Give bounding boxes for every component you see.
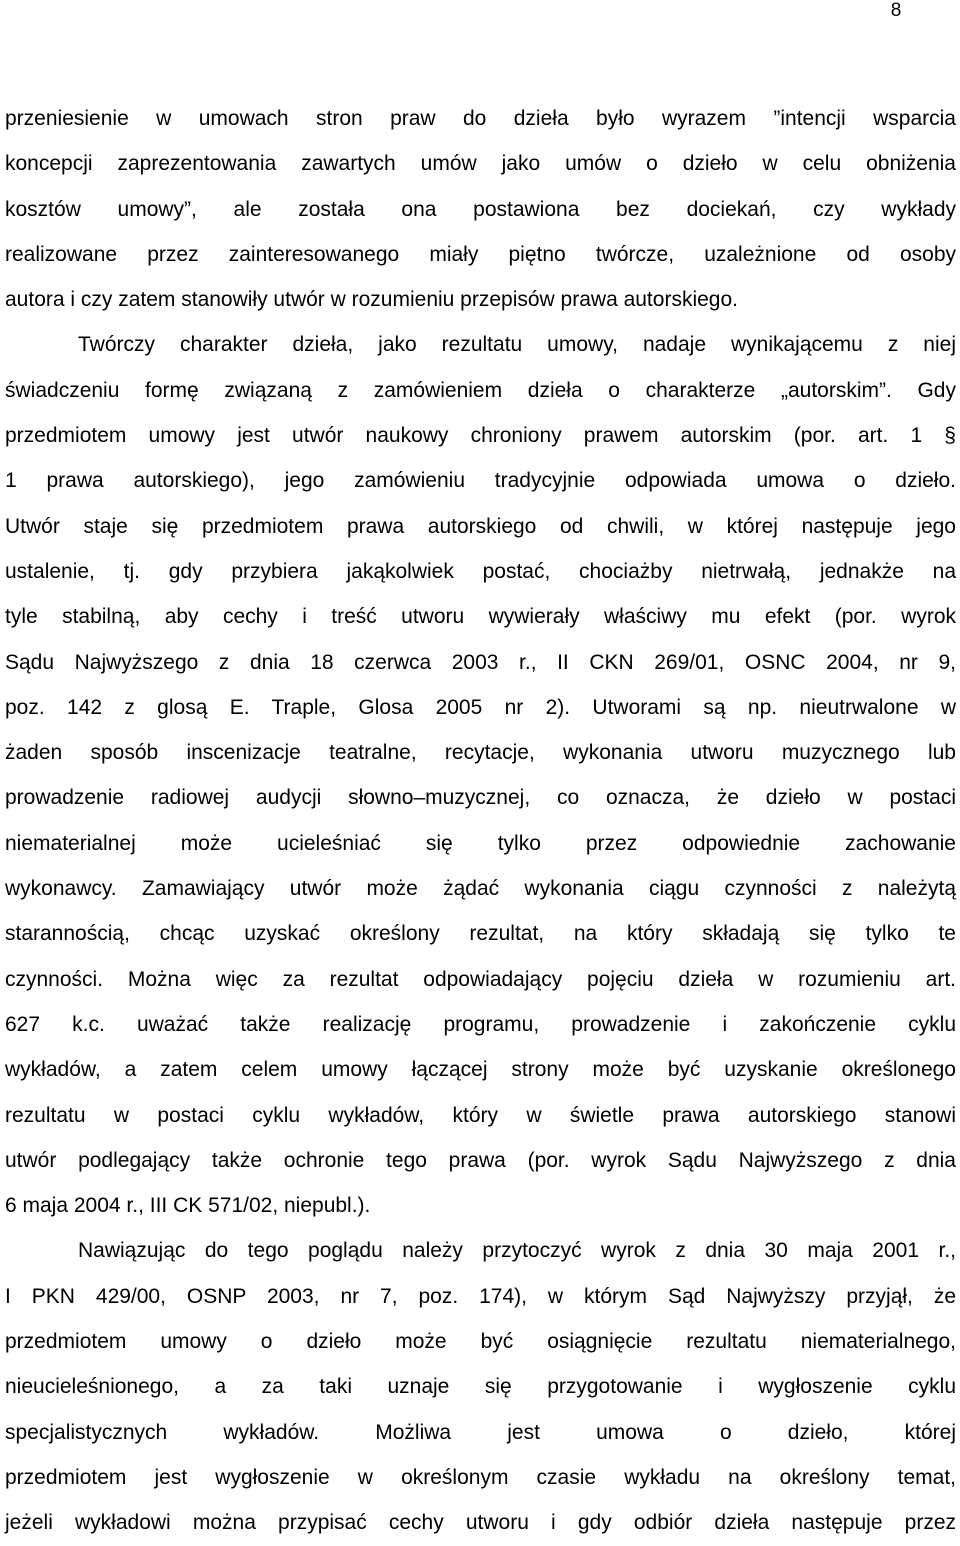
text-line: wykonawcy. Zamawiający utwór może żądać wykonania ciągu czynności z należytą	[5, 877, 956, 901]
text-line: koncepcji zaprezentowania zawartych umów jako umów o dzieło w celu obniżenia	[5, 152, 956, 176]
paragraph	[5, 322, 956, 1228]
document-body	[5, 96, 956, 1546]
text-line: ustalenie, tj. gdy przybiera jakąkolwiek postać, chociażby nietrwałą, jednakże na	[5, 559, 956, 583]
text-line: wykładów, a zatem celem umowy łączącej strony może być uzyskanie określonego	[5, 1058, 956, 1082]
text-line: prowadzenie radiowej audycji słowno–muzycznej, co oznacza, że dzieło w postaci	[5, 786, 956, 810]
text-line: poz. 142 z glosą E. Traple, Glosa 2005 nr 2). Utworami są np. nieutrwalone w	[5, 695, 956, 719]
text-line: utwór podlegający także ochronie tego prawa (por. wyrok Sądu Najwyższego z dnia	[5, 1148, 956, 1172]
text-line: 1 prawa autorskiego), jego zamówieniu tradycyjnie odpowiada umowa o dzieło.	[5, 469, 956, 493]
text-line: specjalistycznych wykładów. Możliwa jest umowa o dzieło, której	[5, 1420, 956, 1444]
text-line: autora i czy zatem stanowiły utwór w rozumieniu przepisów prawa autorskiego.	[5, 288, 738, 312]
text-line: świadczeniu formę związaną z zamówieniem dzieła o charakterze „autorskim”. Gdy	[5, 378, 956, 402]
text-line: przedmiotem umowy o dzieło może być osiągnięcie rezultatu niematerialnego,	[5, 1330, 956, 1354]
text-line: Nawiązując do tego poglądu należy przytoczyć wyrok z dnia 30 maja 2001 r.,	[78, 1239, 956, 1263]
text-line: przeniesienie w umowach stron praw do dzieła było wyrazem ”intencji wsparcia	[5, 107, 956, 130]
text-line: Twórczy charakter dzieła, jako rezultatu umowy, nadaje wynikającemu z niej	[78, 333, 956, 357]
text-line: Sądu Najwyższego z dnia 18 czerwca 2003 r., II CKN 269/01, OSNC 2004, nr 9,	[5, 650, 956, 674]
page-number: 8	[890, 0, 902, 21]
text-line: 6 maja 2004 r., III CK 571/02, niepubl.).	[5, 1194, 371, 1218]
text-line: Utwór staje się przedmiotem prawa autorskiego od chwili, w której następuje jego	[5, 514, 956, 538]
paragraph	[5, 1228, 956, 1545]
text-line: rezultatu w postaci cyklu wykładów, który w świetle prawa autorskiego stanowi	[5, 1103, 956, 1127]
text-line: realizowane przez zainteresowanego miały piętno twórcze, uzależnione od osoby	[5, 242, 956, 266]
text-line: I PKN 429/00, OSNP 2003, nr 7, poz. 174), w którym Sąd Najwyższy przyjął, że	[5, 1284, 956, 1308]
text-line: nieucieleśnionego, a za taki uznaje się przygotowanie i wygłoszenie cyklu	[5, 1375, 956, 1399]
text-line: jeżeli wykładowi można przypisać cechy utworu i gdy odbiór dzieła następuje przez	[5, 1511, 956, 1535]
text-line: przedmiotem umowy jest utwór naukowy chroniony prawem autorskim (por. art. 1 §	[5, 424, 956, 448]
text-line: 627 k.c. uważać także realizację programu, prowadzenie i zakończenie cyklu	[5, 1012, 956, 1036]
text-line: kosztów umowy”, ale została ona postawiona bez dociekań, czy wykłady	[5, 197, 956, 221]
text-line: tyle stabilną, aby cechy i treść utworu wywierały właściwy mu efekt (por. wyrok	[5, 605, 956, 629]
text-line: przedmiotem jest wygłoszenie w określonym czasie wykładu na określony temat,	[5, 1465, 956, 1489]
paragraph	[5, 96, 956, 322]
text-line: żaden sposób inscenizacje teatralne, recytacje, wykonania utworu muzycznego lub	[5, 741, 956, 765]
text-line: czynności. Można więc za rezultat odpowiadający pojęciu dzieła w rozumieniu art.	[5, 967, 956, 991]
text-line: niematerialnej może ucieleśniać się tylko przez odpowiednie zachowanie	[5, 831, 956, 855]
text-line: starannością, chcąc uzyskać określony rezultat, na który składają się tylko te	[5, 922, 956, 946]
